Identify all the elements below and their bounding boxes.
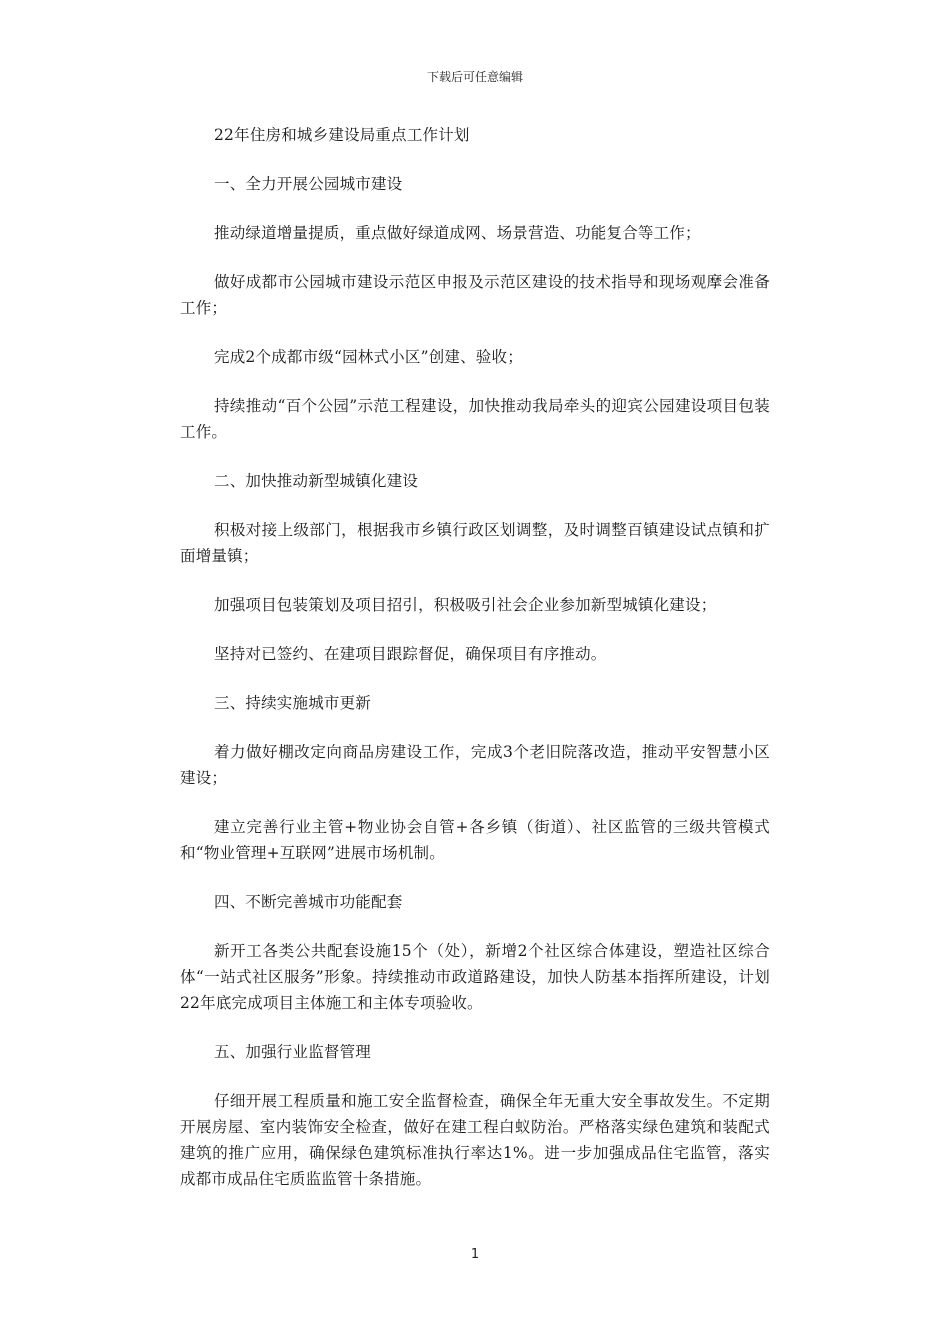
body-paragraph: 持续推动“百个公园”示范工程建设，加快推动我局牵头的迎宾公园建设项目包装工作。 <box>180 397 770 441</box>
page-number: 1 <box>470 1247 480 1262</box>
section-heading-3: 三、持续实施城市更新 <box>214 694 372 712</box>
body-paragraph: 推动绿道增量提质，重点做好绿道成网、场景营造、功能复合等工作； <box>214 224 701 242</box>
body-paragraph: 着力做好棚改定向商品房建设工作，完成3个老旧院落改造，推动平安智慧小区建设； <box>180 743 770 787</box>
body-paragraph: 积极对接上级部门，根据我市乡镇行政区划调整，及时调整百镇建设试点镇和扩面增量镇； <box>180 521 770 565</box>
section-heading-5: 五、加强行业监督管理 <box>214 1043 372 1061</box>
section-heading-1: 一、全力开展公园城市建设 <box>214 175 403 193</box>
body-paragraph: 加强项目包装策划及项目招引，积极吸引社会企业参加新型城镇化建设； <box>214 596 717 614</box>
body-paragraph: 做好成都市公园城市建设示范区申报及示范区建设的技术指导和现场观摩会准备工作； <box>180 273 770 317</box>
body-paragraph: 完成2个成都市级“园林式小区”创建、验收； <box>214 348 523 366</box>
section-heading-2: 二、加快推动新型城镇化建设 <box>214 472 419 490</box>
body-paragraph: 新开工各类公共配套设施15个（处），新增2个社区综合体建设，塑造社区综合体“一站式社区服务”形象。持续推动市政道路建设，加快人防基本指挥所建设，计划22年底完成项目主体施工和主体专项验收。 <box>180 942 770 1012</box>
header-note: 下载后可任意编辑 <box>426 70 523 84</box>
document-body <box>180 122 770 1215</box>
body-paragraph: 坚持对已签约、在建项目跟踪督促，确保项目有序推动。 <box>214 645 607 663</box>
body-paragraph: 仔细开展工程质量和施工安全监督检查，确保全年无重大安全事故发生。不定期开展房屋、室内装饰安全检查，做好在建工程白蚁防治。严格落实绿色建筑和装配式建筑的推广应用，确保绿色建筑标准执行率达1%。进一步加强成品住宅监管，落实成都市成品住宅质监监管十条措施。 <box>180 1092 770 1188</box>
section-heading-4: 四、不断完善城市功能配套 <box>214 893 403 911</box>
body-paragraph: 建立完善行业主管+物业协会自管+各乡镇（街道）、社区监管的三级共管模式和“物业管理+互联网”进展市场机制。 <box>180 818 770 862</box>
document-title: 22年住房和城乡建设局重点工作计划 <box>214 126 470 144</box>
